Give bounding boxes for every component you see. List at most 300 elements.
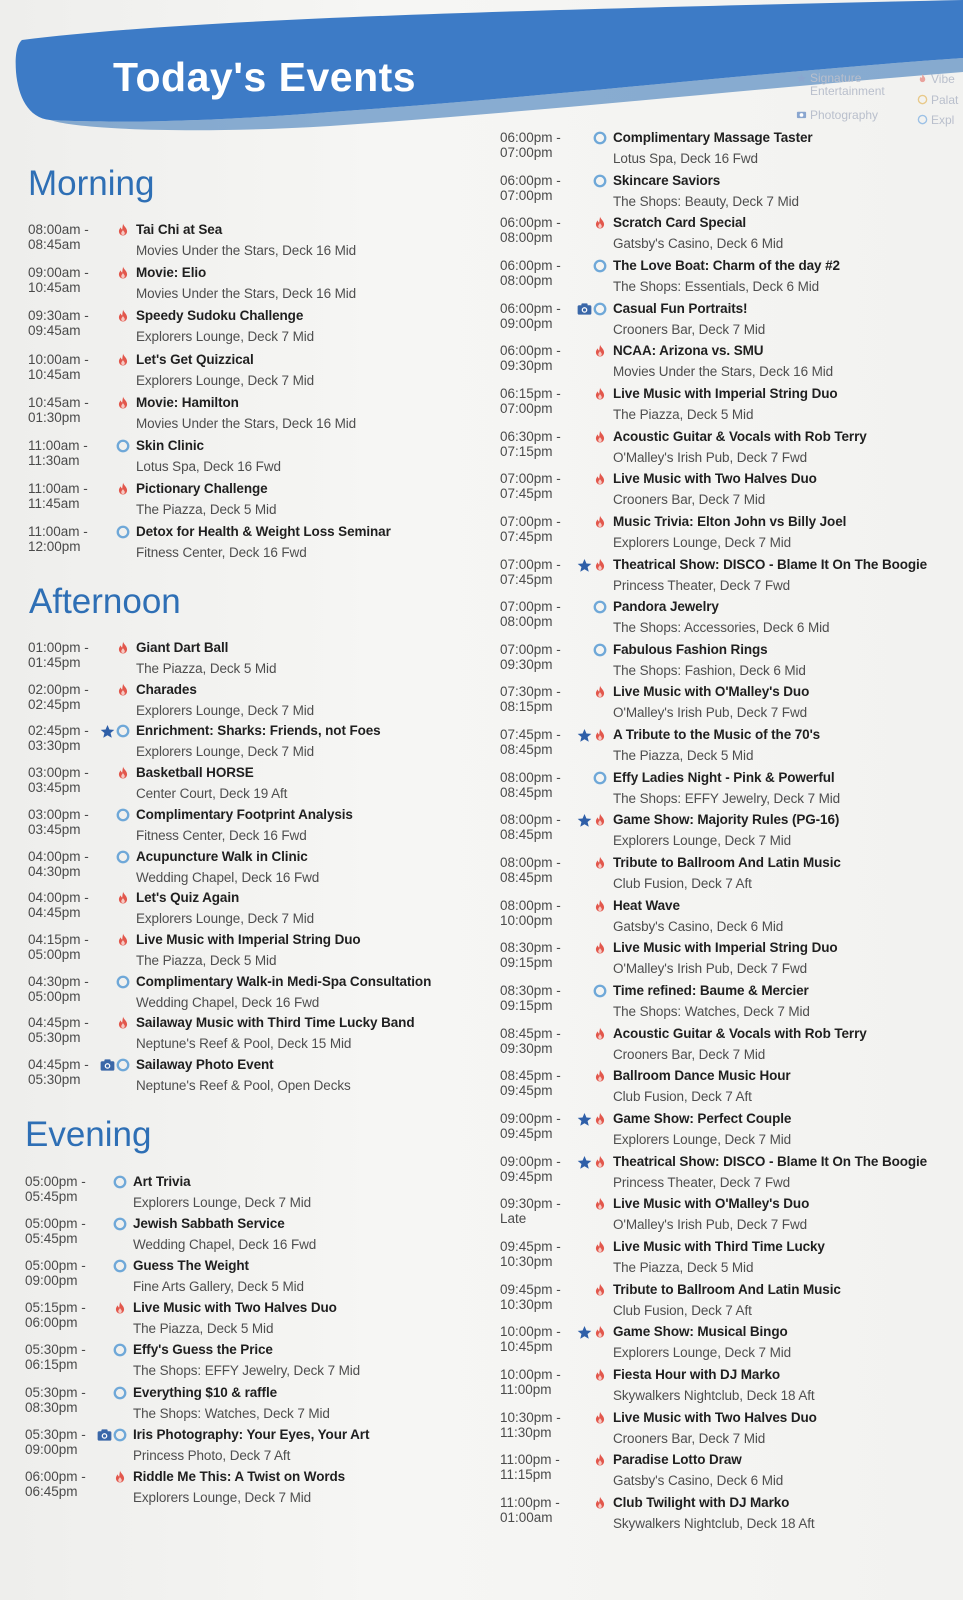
event-icons [593,685,607,699]
event-title: Live Music with Two Halves Duo [613,471,817,487]
event-time: 07:00pm - 09:30pm [500,641,561,672]
event-time: 09:45pm - 10:30pm [500,1281,561,1312]
event-title: Tribute to Ballroom And Latin Music [613,855,841,871]
event-time: 09:00am - 10:45am [28,265,89,296]
event-title: Live Music with O'Malley's Duo [613,684,810,700]
event-icons [593,1027,607,1041]
event-location: The Shops: Accessories, Deck 6 Mid [613,620,830,636]
event-location: Explorers Lounge, Deck 7 Mid [613,1345,792,1361]
event-time: 11:00am - 12:00pm [28,524,88,555]
star-icon [577,728,591,742]
event-row [500,599,950,641]
event-location: Lotus Spa, Deck 16 Fwd [136,459,281,474]
event-row [28,1015,468,1057]
flame-icon [593,1197,607,1211]
event-time: 05:00pm - 05:45pm [25,1174,86,1204]
event-icons [593,899,607,913]
flame-icon [593,1155,607,1169]
event-title: Acoustic Guitar & Vocals with Rob Terry [613,428,867,444]
event-time: 04:45pm - 05:30pm [28,1057,89,1087]
event-row [28,932,468,974]
event-title: Sailaway Photo Event [136,1057,274,1072]
event-time: 06:00pm - 09:30pm [500,343,561,374]
event-row [500,386,950,428]
event-title: Everything $10 & raffle [133,1384,278,1400]
event-icons [113,1175,127,1189]
palate-icon [917,94,928,105]
event-title: The Love Boat: Charm of the day #2 [613,257,840,273]
event-title: Pictionary Challenge [136,481,268,497]
event-icons [593,472,607,486]
event-title: Tribute to Ballroom And Latin Music [613,1281,841,1297]
legend-explore [917,113,954,127]
explore-icon [113,1175,127,1189]
flame-icon [917,73,928,84]
event-location: Explorers Lounge, Deck 7 Mid [136,372,315,388]
event-row [500,1495,950,1537]
event-row [500,1452,950,1494]
legend-palate-label: Palat [931,93,959,107]
event-title: Sailaway Music with Third Time Lucky Band [136,1015,415,1031]
event-title: Live Music with Imperial String Duo [613,940,838,956]
event-time: 06:00pm - 06:45pm [25,1468,86,1499]
flame-icon [116,933,130,947]
explore-icon [116,1058,130,1072]
event-location: Movies Under the Stars, Deck 16 Mid [136,243,357,258]
star-icon [577,1155,591,1169]
event-location: Movies Under the Stars, Deck 16 Mid [136,415,357,431]
section-afternoon: Afternoon [29,582,181,621]
event-icons [116,353,130,367]
event-row [500,812,950,854]
event-icons [593,941,607,955]
event-title: Enrichment: Sharks: Friends, not Foes [136,723,381,739]
event-time: 04:00pm - 04:45pm [28,890,89,921]
flame-icon [593,899,607,913]
flame-icon [593,1368,607,1382]
event-location: Explorers Lounge, Deck 7 Mid [133,1195,312,1210]
event-icons [116,266,130,280]
event-time: 08:45pm - 09:45pm [500,1068,561,1099]
event-title: Theatrical Show: DISCO - Blame It On The Boogie [613,556,928,572]
event-title: Game Show: Majority Rules (PG-16) [613,812,840,828]
flame-icon [593,813,607,827]
event-time: 06:00pm - 07:00pm [500,172,561,203]
event-icons [116,309,130,323]
flame-icon [116,766,130,780]
event-title: Iris Photography: Your Eyes, Your Art [133,1426,370,1442]
event-time: 08:45pm - 09:30pm [500,1025,561,1056]
flame-icon [593,1112,607,1126]
event-icons [593,1411,607,1425]
event-time: 08:00pm - 10:00pm [500,897,561,928]
flame-icon [593,472,607,486]
event-location: Neptune's Reef & Pool, Open Decks [136,1078,351,1093]
event-location: Explorers Lounge, Deck 7 Mid [136,911,315,927]
event-row [500,471,950,513]
event-icons [116,439,130,453]
event-time: 08:00pm - 08:45pm [500,769,561,800]
flame-icon [593,1325,607,1339]
event-title: NCAA: Arizona vs. SMU [613,343,764,359]
event-icons [116,396,130,410]
event-title: Basketball HORSE [136,765,254,781]
camera-icon [97,1428,111,1442]
event-icons [113,1259,127,1273]
event-location: The Shops: Watches, Deck 7 Mid [133,1405,330,1421]
event-icons [577,1155,607,1169]
event-time: 05:15pm - 06:00pm [25,1300,86,1331]
event-title: Paradise Lotto Draw [613,1452,742,1468]
event-title: Time refined: Baume & Mercier [613,983,809,998]
event-title: Club Twilight with DJ Marko [613,1494,790,1510]
event-location: Lotus Spa, Deck 16 Fwd [613,151,758,166]
flame-icon [593,387,607,401]
event-title: Heat Wave [613,897,680,913]
event-row [500,1111,950,1153]
event-title: Casual Fun Portraits! [613,300,748,316]
explore-icon [116,808,130,822]
event-location: Explorers Lounge, Deck 7 Mid [136,329,315,345]
flame-icon [116,683,130,697]
section-evening: Evening [25,1115,152,1154]
event-time: 10:30pm - 11:30pm [500,1409,561,1440]
event-icons [593,1197,607,1211]
event-row [28,807,468,849]
explore-icon [113,1428,127,1442]
event-time: 01:00pm - 01:45pm [28,640,89,670]
flame-icon [593,558,607,572]
event-icons [116,683,130,697]
event-row [500,173,950,215]
event-icons [593,1283,607,1297]
event-time: 07:00pm - 07:45pm [500,556,561,587]
flame-icon [593,941,607,955]
event-title: Live Music with O'Malley's Duo [613,1196,810,1212]
event-row [28,524,468,566]
event-icons [593,430,607,444]
camera-icon [100,1058,114,1072]
flame-icon [116,266,130,280]
event-row [500,1282,950,1324]
flame-icon [116,223,130,237]
event-title: Live Music with Two Halves Duo [613,1409,817,1425]
event-time: 06:15pm - 07:00pm [500,385,561,416]
flame-icon [593,216,607,230]
event-title: Scratch Card Special [613,215,747,231]
star-icon [577,558,591,572]
event-icons [113,1343,127,1357]
event-icons [116,933,130,947]
event-location: Crooners Bar, Deck 7 Mid [613,1046,766,1062]
event-time: 03:00pm - 03:45pm [28,765,89,796]
event-row [500,215,950,257]
event-row [28,723,468,765]
event-row [28,265,468,307]
event-row [28,1057,468,1099]
event-title: Live Music with Third Time Lucky [613,1238,825,1254]
explore-icon [593,984,607,998]
event-row [25,1216,465,1258]
event-time: 05:00pm - 09:00pm [25,1258,86,1289]
event-title: Live Music with Two Halves Duo [133,1300,337,1316]
event-row [28,682,468,724]
event-icons [97,1428,127,1442]
explore-icon [113,1217,127,1231]
event-location: Princess Theater, Deck 7 Fwd [613,1174,791,1190]
event-location: Explorers Lounge, Deck 7 Mid [136,702,315,718]
event-location: Princess Photo, Deck 7 Aft [133,1447,291,1463]
event-location: The Piazza, Deck 5 Mid [136,661,277,676]
event-row [28,765,468,807]
event-row [500,770,950,812]
explore-icon [116,975,130,989]
event-row [500,130,950,172]
event-row [28,481,468,523]
event-icons [116,766,130,780]
event-title: Movie: Elio [136,265,207,281]
flame-icon [116,482,130,496]
event-title: Jewish Sabbath Service [133,1216,285,1232]
event-row [25,1342,465,1384]
event-location: Wedding Chapel, Deck 16 Fwd [136,994,320,1010]
event-icons [593,1453,607,1467]
event-location: O'Malley's Irish Pub, Deck 7 Fwd [613,961,808,977]
event-row [500,1068,950,1110]
event-location: Club Fusion, Deck 7 Aft [613,876,752,892]
flame-icon [116,891,130,905]
event-title: Music Trivia: Elton John vs Billy Joel [613,513,847,529]
event-time: 03:00pm - 03:45pm [28,806,89,837]
legend-signature [796,72,900,98]
event-location: Crooners Bar, Deck 7 Mid [613,1430,766,1446]
event-location: O'Malley's Irish Pub, Deck 7 Fwd [613,1217,808,1233]
event-location: Neptune's Reef & Pool, Deck 15 Mid [136,1036,352,1052]
legend-palate [917,93,958,107]
event-row [25,1300,465,1342]
event-row [500,429,950,471]
event-location: O'Malley's Irish Pub, Deck 7 Fwd [613,449,808,465]
event-row [500,898,950,940]
event-location: Fitness Center, Deck 16 Fwd [136,827,307,843]
section-morning: Morning [28,164,155,203]
event-icons [593,771,607,785]
event-icons [100,1058,130,1072]
event-icons [593,259,607,273]
event-title: Game Show: Musical Bingo [613,1324,788,1340]
event-time: 11:00pm - 11:15pm [500,1452,560,1483]
event-row [500,557,950,599]
event-icons [116,482,130,496]
flame-icon [113,1301,127,1315]
event-time: 07:00pm - 07:45pm [500,471,561,502]
event-time: 04:00pm - 04:30pm [28,848,89,879]
event-icons [577,728,607,742]
event-icons [593,643,607,657]
event-title: Complimentary Massage Taster [613,130,813,145]
explore-icon [116,525,130,539]
event-title: Complimentary Walk-in Medi-Spa Consultation [136,973,432,989]
event-title: Tai Chi at Sea [136,222,223,237]
event-title: Fabulous Fashion Rings [613,641,768,657]
flame-icon [593,1283,607,1297]
event-icons [593,216,607,230]
event-time: 06:00pm - 08:00pm [500,257,561,288]
event-icons [593,1368,607,1382]
event-time: 08:30pm - 09:15pm [500,940,561,971]
flame-icon [593,1069,607,1083]
event-time: 08:00pm - 08:45pm [500,855,561,886]
flame-icon [593,1496,607,1510]
event-title: Riddle Me This: A Twist on Words [133,1468,346,1484]
event-location: Gatsby's Casino, Deck 6 Mid [613,236,784,252]
event-time: 06:00pm - 07:00pm [500,130,561,160]
flame-icon [113,1470,127,1484]
event-time: 11:00am - 11:30am [28,438,88,468]
flame-icon [116,309,130,323]
event-time: 04:45pm - 05:30pm [28,1015,89,1046]
event-row [500,1324,950,1366]
event-icons [116,808,130,822]
event-row [28,222,468,264]
event-title: Ballroom Dance Music Hour [613,1068,791,1084]
event-row [25,1469,465,1511]
event-icons [116,525,130,539]
event-row [28,438,468,480]
event-title: Giant Dart Ball [136,640,229,655]
event-location: Explorers Lounge, Deck 7 Mid [133,1489,312,1505]
event-row [500,642,950,684]
event-location: Fitness Center, Deck 16 Fwd [136,545,307,561]
event-location: The Shops: Beauty, Deck 7 Mid [613,193,799,209]
star-icon [796,73,807,84]
star-icon [577,1325,591,1339]
event-time: 06:00pm - 09:00pm [500,300,561,331]
explore-icon [113,1343,127,1357]
flame-icon [593,1411,607,1425]
event-icons [100,724,130,738]
event-icons [593,344,607,358]
event-title: Theatrical Show: DISCO - Blame It On The Boogie [613,1153,928,1169]
event-location: Explorers Lounge, Deck 7 Mid [613,534,792,550]
legend-signature-label: Signature Entertainment [810,71,885,98]
flame-icon [593,430,607,444]
event-time: 05:00pm - 05:45pm [25,1216,86,1247]
event-time: 07:30pm - 08:15pm [500,684,561,715]
event-location: The Shops: EFFY Jewelry, Deck 7 Mid [613,790,841,806]
event-time: 04:30pm - 05:00pm [28,973,89,1004]
event-row [28,352,468,394]
event-icons [593,515,607,529]
event-time: 10:00pm - 11:00pm [500,1366,561,1397]
event-row [500,258,950,300]
event-time: 11:00am - 11:45am [28,481,88,512]
event-time: 07:45pm - 08:45pm [500,727,561,758]
event-time: 08:00am - 08:45am [28,222,89,252]
star-icon [577,813,591,827]
event-time: 11:00pm - 01:00am [500,1494,560,1525]
event-location: Skywalkers Nightclub, Deck 18 Aft [613,1387,815,1403]
event-title: A Tribute to the Music of the 70's [613,727,821,743]
event-row [500,940,950,982]
event-time: 09:00pm - 09:45pm [500,1153,561,1184]
event-icons [577,558,607,572]
flame-icon [593,515,607,529]
event-time: 07:00pm - 07:45pm [500,513,561,544]
event-title: Acoustic Guitar & Vocals with Rob Terry [613,1025,867,1041]
event-icons [116,850,130,864]
event-title: Art Trivia [133,1174,191,1189]
explore-icon [593,771,607,785]
event-location: Skywalkers Nightclub, Deck 18 Aft [613,1515,815,1531]
explore-icon [593,131,607,145]
legend-vibe-label: Vibe [931,72,955,86]
event-row [500,684,950,726]
event-location: The Piazza, Deck 5 Mid [613,748,754,764]
event-time: 06:00pm - 08:00pm [500,215,561,246]
event-title: Detox for Health & Weight Loss Seminar [136,524,391,540]
event-icons [593,387,607,401]
event-icons [577,302,607,316]
event-title: Game Show: Perfect Couple [613,1110,792,1126]
event-title: Fiesta Hour with DJ Marko [613,1366,781,1382]
event-title: Acupuncture Walk in Clinic [136,848,308,864]
flame-icon [593,1240,607,1254]
flame-icon [116,396,130,410]
event-location: Gatsby's Casino, Deck 6 Mid [613,1473,784,1489]
event-location: Gatsby's Casino, Deck 6 Mid [613,918,784,934]
event-time: 10:00am - 10:45am [28,351,89,382]
event-row [500,1196,950,1238]
event-location: The Piazza, Deck 5 Mid [133,1321,274,1337]
flame-icon [593,856,607,870]
explore-icon [593,643,607,657]
camera-icon [796,109,807,120]
event-location: The Piazza, Deck 5 Mid [136,952,277,968]
legend-photography [796,108,878,122]
event-icons [593,174,607,188]
flame-icon [116,641,130,655]
event-row [500,983,950,1025]
event-icons [593,856,607,870]
event-location: The Shops: EFFY Jewelry, Deck 7 Mid [133,1363,361,1379]
event-icons [116,975,130,989]
flame-icon [116,1016,130,1030]
event-row [500,855,950,897]
event-location: Fine Arts Gallery, Deck 5 Mid [133,1279,304,1295]
event-time: 09:30pm - Late [500,1196,561,1227]
event-location: Wedding Chapel, Deck 16 Fwd [133,1237,317,1253]
event-row [25,1385,465,1427]
legend-vibe [917,72,955,86]
explore-icon [113,1259,127,1273]
event-title: Skin Clinic [136,438,204,453]
event-time: 09:00pm - 09:45pm [500,1110,561,1141]
event-location: The Shops: Fashion, Deck 6 Mid [613,662,806,678]
flame-icon [593,344,607,358]
explore-icon [917,114,928,125]
event-row [28,974,468,1016]
event-title: Live Music with Imperial String Duo [136,931,361,947]
flame-icon [593,1453,607,1467]
event-title: Skincare Saviors [613,172,721,188]
event-location: Explorers Lounge, Deck 7 Mid [613,1131,792,1147]
event-time: 09:30am - 09:45am [28,308,89,339]
event-row [500,301,950,343]
event-row [28,308,468,350]
legend-photography-label: Photography [810,108,879,122]
event-row [500,514,950,556]
